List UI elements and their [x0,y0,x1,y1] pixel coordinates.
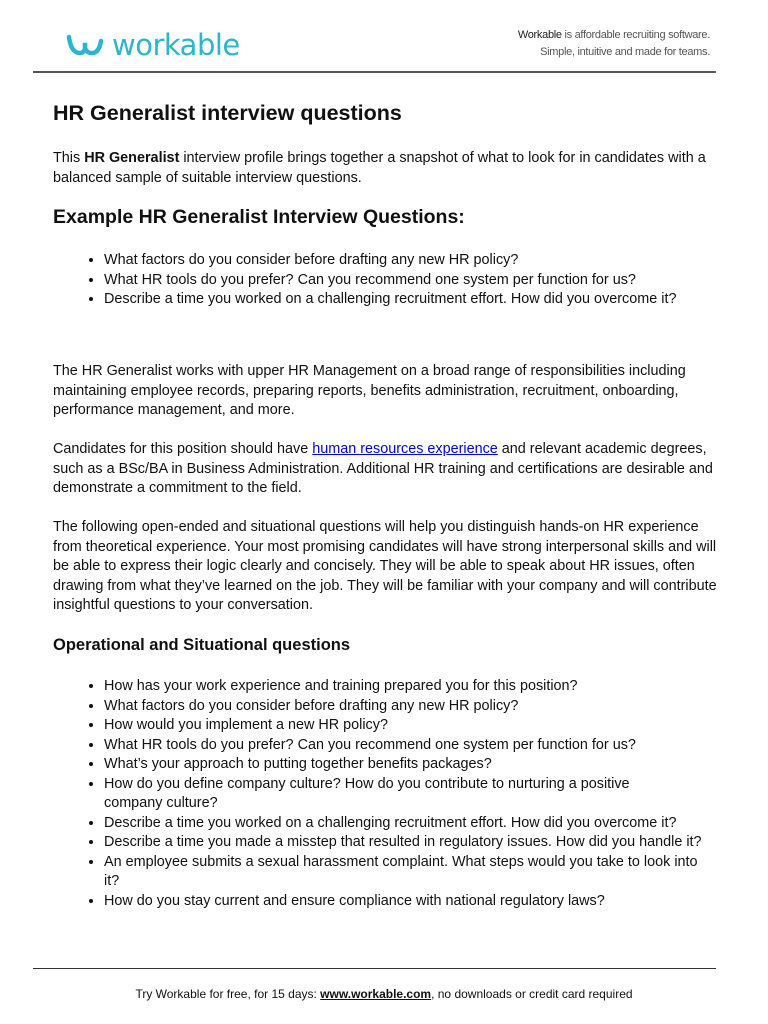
header-divider [33,71,716,73]
example-heading: Example HR Generalist Interview Questions: [53,206,465,228]
candidate-requirements-paragraph: Candidates for this position should have human resources experience and relevant academic degrees, such as a BSc/BA in Business Administration. Additional HR training and certifications are desirable and demonstrate a commitment to the field. [53,441,713,496]
tagline-brand: Workable [517,29,562,41]
workable-website-link[interactable]: www.workable.com [320,987,432,1001]
list-item: • Describe a time you worked on a challenging recruitment effort. How did you overcome it? [104,814,744,834]
list-item: • What HR tools do you prefer? Can you recommend one system per function for us? [104,736,744,756]
logo-text: workable [112,28,240,62]
list-item: • How has your work experience and training prepared you for this position? [104,677,744,697]
human-resources-experience-link[interactable]: human resources experience [312,441,498,457]
tagline-line2: Simple, intuitive and made for teams. [540,46,710,58]
list-item: • What HR tools do you prefer? Can you recommend one system per function for us? [104,271,744,291]
workable-logo-icon [66,33,104,57]
list-item: • How do you stay current and ensure compliance with national regulatory laws? [104,892,744,912]
list-item: • How do you define company culture? How do you contribute to nurturing a positive company culture? [104,775,744,814]
list-item: • An employee submits a sexual harassment complaint. What steps would you take to look into it? [104,853,744,892]
operational-heading: Operational and Situational questions [53,636,351,654]
tagline-line1: is affordable recruiting software. [561,29,710,41]
list-item: • Describe a time you made a misstep that resulted in regulatory issues. How did you handle it? [104,833,744,853]
intro-paragraph: This HR Generalist interview profile brings together a snapshot of what to look for in candidates with a balanced sample of suitable interview questions. [53,150,706,186]
questions-intro-paragraph: The following open-ended and situational questions will help you distinguish hands-on HR experience from theoretical experience. Your most promising candidates will have strong interpersonal skills and will be able to express their logic clearly and concisely. They will be able to speak about HR issues, often drawing from what they’ve learned on the job. They will be familiar with your company and will contribute insightful questions to your conversation. [53,519,717,613]
operational-questions-list [84,677,744,911]
list-item: • What factors do you consider before drafting any new HR policy? [104,697,744,717]
example-questions-list [84,251,744,310]
list-item: • What factors do you consider before drafting any new HR policy? [104,251,744,271]
role-description-paragraph: The HR Generalist works with upper HR Management on a broad range of responsibilities including maintaining employee records, preparing reports, benefits administration, recruitment, onboarding, performance management, and more. [53,363,686,418]
footer: Try Workable for free, for 15 days: www.workable.com, no downloads or credit card required [135,987,633,1001]
footer-divider [33,968,716,969]
header-tagline [518,27,710,61]
list-item: • How would you implement a new HR policy? [104,716,744,736]
list-item: • Describe a time you worked on a challenging recruitment effort. How did you overcome it? [104,290,744,310]
list-item: • What’s your approach to putting together benefits packages? [104,755,744,775]
page-title: HR Generalist interview questions [53,101,402,125]
workable-logo[interactable] [66,28,240,62]
